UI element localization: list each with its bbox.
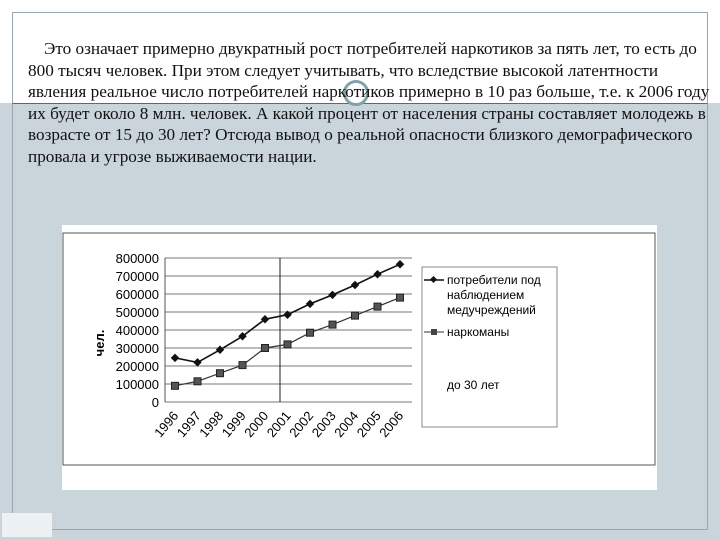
data-point <box>171 354 179 362</box>
y-axis-label: чел. <box>92 329 107 357</box>
legend-label: медучреждений <box>447 303 536 317</box>
y-tick-label: 400000 <box>115 323 159 338</box>
legend-label: потребители под <box>447 273 541 287</box>
y-tick-label: 300000 <box>115 341 159 356</box>
y-tick-label: 800000 <box>115 251 159 266</box>
data-point <box>306 300 314 308</box>
line-chart <box>62 225 657 490</box>
data-point <box>351 281 359 289</box>
x-tick-label: 2001 <box>263 408 294 441</box>
data-point <box>396 260 404 268</box>
data-point <box>194 378 201 385</box>
y-tick-label: 0 <box>151 395 159 410</box>
y-tick-label: 100000 <box>115 377 159 392</box>
data-point <box>284 341 291 348</box>
data-point <box>262 345 269 352</box>
data-point <box>172 382 179 389</box>
y-tick-label: 200000 <box>115 359 159 374</box>
x-tick-label: 2006 <box>376 408 407 441</box>
y-tick-label: 500000 <box>115 305 159 320</box>
data-point <box>373 270 381 278</box>
data-point <box>352 312 359 319</box>
x-tick-label: 2002 <box>286 408 317 441</box>
x-tick-label: 1996 <box>151 408 182 441</box>
x-tick-label: 2000 <box>241 408 272 441</box>
y-tick-label: 700000 <box>115 269 159 284</box>
x-tick-label: 1999 <box>218 408 249 441</box>
x-tick-label: 1998 <box>196 408 227 441</box>
y-tick-label: 600000 <box>115 287 159 302</box>
x-tick-label: 2003 <box>308 408 339 441</box>
legend-label: наркоманы <box>447 325 510 339</box>
data-point <box>239 362 246 369</box>
chart <box>62 225 657 490</box>
x-tick-label: 1997 <box>173 408 204 441</box>
corner-tab <box>2 513 52 537</box>
data-point <box>217 370 224 377</box>
legend-marker-addicts <box>431 329 437 335</box>
data-point <box>193 358 201 366</box>
data-point <box>374 303 381 310</box>
data-point <box>397 294 404 301</box>
annotation: до 30 лет <box>447 378 500 392</box>
x-tick-label: 2004 <box>331 408 362 441</box>
legend-label: наблюдением <box>447 288 525 302</box>
x-tick-label: 2005 <box>353 408 384 441</box>
body-paragraph: Это означает примерно двукратный рост потребителей наркотиков за пять лет, то есть до 800 тысяч человек. При этом следует учитывать, что вследствие высокой латентности явления реальное число потребителей наркотиков примерно в 10 раз больше, т.е. к 2006 году их будет около 8 млн. человек. А какой процент от населения страны составляет молодежь в возрасте от 15 до 30 лет? Отсюда вывод о реальной опасности близкого демографического провала и угрозе выживаемости нации. <box>28 39 710 166</box>
data-point <box>329 321 336 328</box>
data-point <box>307 329 314 336</box>
data-point <box>328 291 336 299</box>
data-point <box>216 346 224 354</box>
